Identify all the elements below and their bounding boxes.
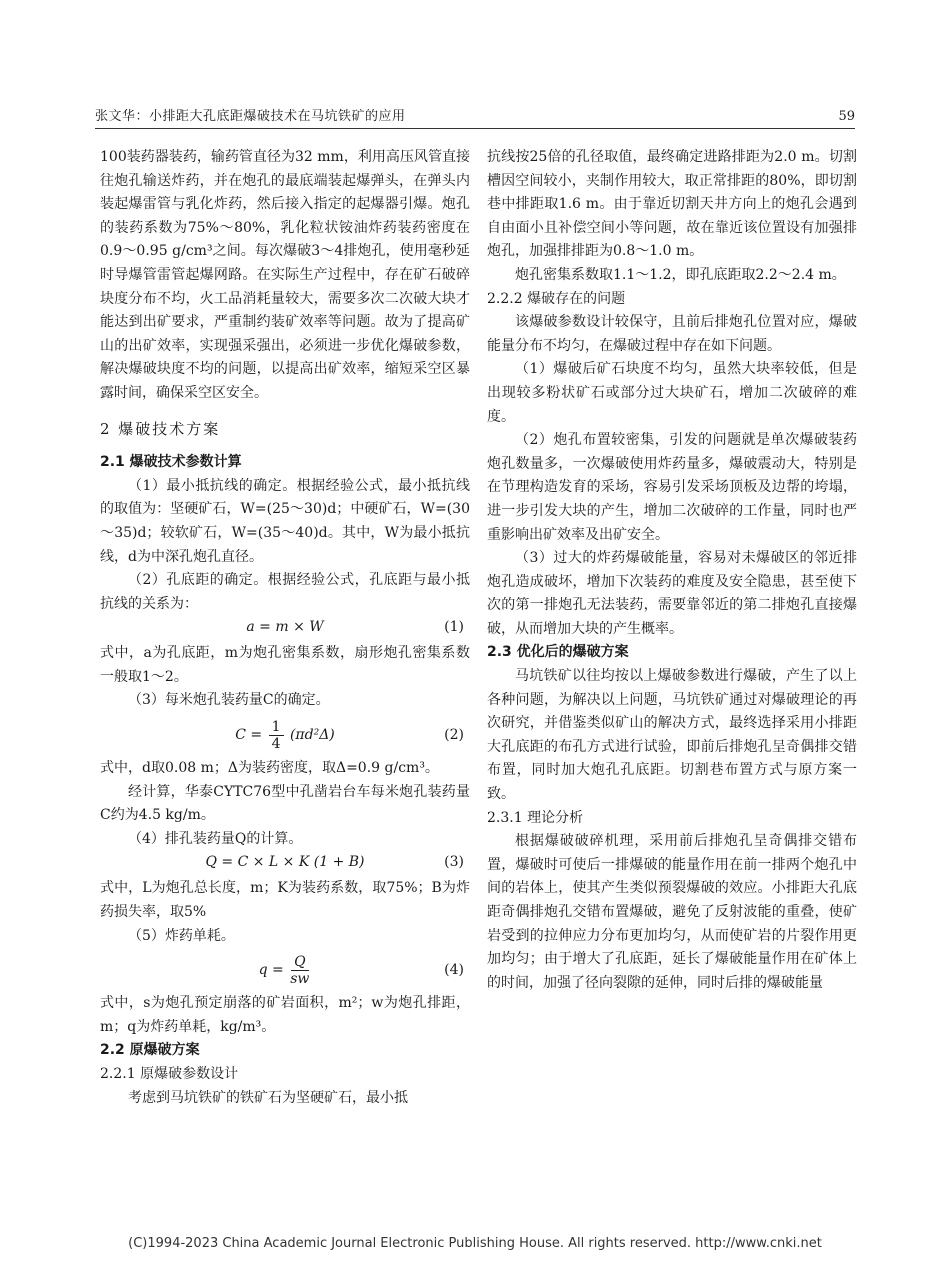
paragraph: 考虑到马坑铁矿的铁矿石为坚硬矿石，最小抵 bbox=[128, 1089, 408, 1106]
equation-2 bbox=[100, 713, 470, 757]
equation-2-left: C = bbox=[235, 727, 263, 744]
paragraph: （2）炮孔布置较密集，引发的问题就是单次爆破装药炮孔数量多，一次爆破使用炸药量多，爆破震动大，特别是在节理构造发育的采场，容易引发采场顶板及边帮的垮塌，进一步引发大块的产生，增加二次破碎的工作量，同时也严重影响出矿效率及出矿安全。 bbox=[487, 432, 857, 543]
paragraph-spacing: （2）孔底距的确定。根据经验公式，孔底距与最小抵抗线的关系为： bbox=[100, 572, 470, 612]
paragraph: 式中，s为炮孔预定崩落的矿岩面积，m²；w为炮孔排距，m；q为炸药单耗，kg/m³。 bbox=[100, 995, 470, 1035]
equation-4-denominator: sw bbox=[290, 970, 310, 987]
equation-1-number: (1) bbox=[444, 619, 464, 636]
paragraph-burden: （1）最小抵抗线的确定。根据经验公式，最小抵抗线的取值为：坚硬矿石，W=(25～30)d；中硬矿石，W=(30～35)d；较软矿石，W=(35～40)d。其中，W为最小抵抗线，d为中深孔炮孔直径。 bbox=[100, 477, 470, 565]
paragraph: 抗线按25倍的孔径取值，最终确定进路排距为2.0 m。切割槽因空间较小，夹制作用较大，取正常排距的80%，即切割巷中排距取1.6 m。由于靠近切割天井方向上的炮孔会遇到自由面小且补偿空间小等问题，故在靠近该位置设有加强排炮孔，加强排排距为0.8～1.0 m。 bbox=[487, 149, 857, 260]
section-heading-2-2: 2.2 原爆破方案 bbox=[100, 1042, 200, 1059]
paragraph-row-charge: （4）排孔装药量Q的计算。 bbox=[128, 830, 303, 847]
running-header bbox=[95, 106, 855, 129]
equation-4-fraction bbox=[290, 954, 309, 987]
equation-2-denominator: 4 bbox=[271, 735, 281, 752]
equation-4-number: (4) bbox=[444, 962, 464, 979]
equation-4-left: q = bbox=[258, 962, 284, 979]
page-number: 59 bbox=[838, 109, 855, 124]
equation-3 bbox=[100, 851, 470, 877]
equation-1-text: a = m × W bbox=[246, 619, 324, 636]
paragraph: 式中，d取0.08 m；Δ为装药密度，取Δ=0.9 g/cm³。 bbox=[100, 760, 439, 777]
paragraph: 100装药器装药，输药管直径为32 mm，利用高压风管直接往炮孔输送炸药，并在炮孔的最底端装起爆弹头，在弹头内装起爆雷管与乳化炸药，然后接入指定的起爆器引爆。炮孔的装药系数为75%～80%，乳化粒状铵油炸药装药密度在0.9～0.95 g/cm³之间。每次爆破3～4排炮孔，使用毫秒延时导爆管雷管起爆网路。在实际生产过程中，存在矿石破碎块度分布不均，火工品消耗量较大，需要多次二次破大块才能达到出矿要求，严重制约装矿效率等问题。故为了提高矿山的出矿效率，实现强采强出，必须进一步优化爆破参数，解决爆破块度不均的问题，以提高出矿效率，缩短采空区暴露时间，确保采空区安全。 bbox=[100, 149, 470, 401]
paragraph: （1）爆破后矿石块度不均匀，虽然大块率较低，但是出现较多粉状矿石或部分过大块矿石，增加二次破碎的难度。 bbox=[487, 361, 857, 425]
section-heading-2-2-1: 2.2.1 原爆破参数设计 bbox=[100, 1066, 239, 1082]
section-heading-2-3-1: 2.3.1 理论分析 bbox=[487, 809, 584, 826]
paragraph-powder-factor: （5）炸药单耗。 bbox=[128, 927, 235, 944]
paragraph: 根据爆破破碎机理，采用前后排炮孔呈奇偶排交错布置，爆破时可使后一排爆破的能量作用在前一排两个炮孔中间的岩体上，使其产生类似预裂爆破的效应。小排距大孔底距奇偶排炮孔交错布置爆破，避免了反射波能的重叠，使矿岩受到的拉伸应力分布更加均匀，从而使矿岩的片裂作用更加均匀；由于增大了孔底距，延长了爆破能量作用在矿体上的时间，加强了径向裂隙的延伸，同时后排的爆破能量 bbox=[487, 833, 857, 991]
equation-3-number: (3) bbox=[444, 854, 464, 871]
paragraph: 经计算，华泰CYTC76型中孔凿岩台车每米炮孔装药量C约为4.5 kg/m。 bbox=[100, 783, 470, 824]
equation-1 bbox=[100, 616, 470, 642]
equation-2-fraction bbox=[269, 719, 284, 752]
paragraph: 马坑铁矿以往均按以上爆破参数进行爆破，产生了以上各种问题，为解决以上问题，马坑铁矿通过对爆破理论的再次研究，并借鉴类似矿山的解决方式，最终选择采用小排距大孔底距的布孔方式进行试验，即前后排炮孔呈奇偶排交错布置，同时加大炮孔孔底距。切割巷布置方式与原方案一致。 bbox=[487, 668, 857, 803]
section-heading-2: 2 爆破技术方案 bbox=[100, 419, 221, 438]
equation-2-numerator: 1 bbox=[269, 719, 284, 736]
paragraph: 炮孔密集系数取1.1～1.2，即孔底距取2.2～2.4 m。 bbox=[515, 266, 846, 283]
left-column bbox=[100, 146, 470, 1110]
section-heading-2-1: 2.1 爆破技术参数计算 bbox=[100, 454, 242, 471]
equation-4 bbox=[100, 948, 470, 992]
equation-2-number: (2) bbox=[444, 727, 464, 744]
right-column bbox=[487, 146, 857, 995]
paragraph: 式中，a为孔底距，m为炮孔密集系数，扇形炮孔密集系数一般取1～2。 bbox=[100, 645, 470, 685]
equation-2-right: (πd²Δ) bbox=[289, 727, 335, 744]
section-heading-2-3: 2.3 优化后的爆破方案 bbox=[487, 644, 629, 661]
paragraph: 式中，L为炮孔总长度，m；K为装药系数，取75%；B为炸药损失率，取5% bbox=[100, 880, 470, 921]
paragraph: 该爆破参数设计较保守，且前后排炮孔位置对应，爆破能量分布不均匀，在爆破过程中存在如下问题。 bbox=[487, 314, 857, 354]
equation-4-numerator: Q bbox=[291, 954, 308, 971]
paragraph-charge: （3）每米炮孔装药量C的确定。 bbox=[128, 692, 330, 709]
section-heading-2-2-2: 2.2.2 爆破存在的问题 bbox=[487, 290, 626, 307]
equation-3-text: Q = C × L × K (1 + B) bbox=[205, 854, 365, 871]
copyright-footer: (C)1994-2023 China Academic Journal Electronic Publishing House. All rights reserved. http://www.cnki.net bbox=[128, 1236, 822, 1251]
paragraph: （3）过大的炸药爆破能量，容易对未爆破区的邻近排炮孔造成破坏，增加下次装药的难度及安全隐患，甚至使下次的第一排炮孔无法装药，需要靠邻近的第二排炮孔直接爆破，从而增加大块的产生概率。 bbox=[487, 550, 857, 637]
header-title: 张文华：小排距大孔底距爆破技术在马坑铁矿的应用 bbox=[95, 109, 406, 124]
